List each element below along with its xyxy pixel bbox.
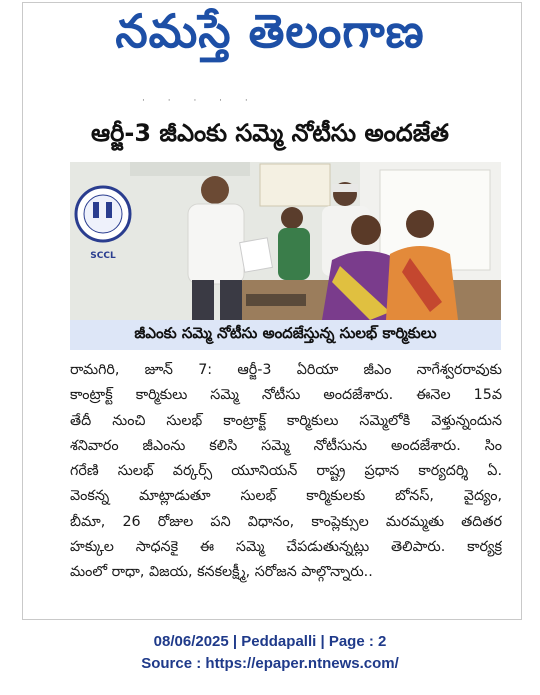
- article-line: హక్కుల సాధనకై ఈ సమ్మె చేపడుతున్నట్లు తెలిపారు. కార్యక్ర: [70, 539, 502, 556]
- article-line: కాంట్రాక్ట్ కార్మికులు సమ్మె నోటీసు అందజేశారు. ఈనెల 15వ: [70, 387, 502, 404]
- sccl-logo-text: SCCL: [90, 251, 116, 261]
- article-line: మంలో రాధా, విజయ, కనకలక్ష్మీ, సరోజన పాల్గొన్నారు..: [70, 564, 373, 581]
- article-line: బీమా, 26 రోజుల పని విధానం, కాంప్లెక్సుల మరమ్మతు తదితర: [70, 513, 502, 530]
- footer-source-line: Source : https://epaper.ntnews.com/: [141, 655, 399, 672]
- article-line: గరేణి సులభ్ వర్కర్స్ యూనియన్ రాష్ట్ర ప్రధాన కార్యదర్శి ఏ.: [70, 463, 502, 480]
- article-line: రామగిరి, జూన్ 7: ఆర్జీ-3 ఏరియా జీఎం నాగేశ్వరరావుకు: [70, 362, 502, 378]
- article-line: తేదీ నుంచి సులభ్ కాంట్రాక్ట్ కార్మికులు సమ్మెలోకి వెళ్తున్నందున: [70, 412, 502, 429]
- footer-date-line: 08/06/2025 | Peddapalli | Page : 2: [153, 633, 387, 650]
- article-headline: ఆర్జీ-3 జీఎంకు సమ్మె నోటీసు అందజేత: [91, 119, 449, 147]
- photo-caption: జీఎంకు సమ్మె నోటీసు అందజేస్తున్న సులభ్ కార్మికులు: [70, 320, 501, 350]
- photo-illustration: [70, 162, 501, 320]
- article-body: [70, 358, 502, 586]
- article-line: శనివారం జీఎంను కలిసి సమ్మె నోటీసును అందజేశారు. సిం: [70, 437, 502, 454]
- article-line: వెంకన్న మాట్లాడుతూ సులభ్ కార్మికులకు బోనస్, వైద్యం,: [70, 488, 502, 505]
- newspaper-masthead: నమస్తే తెలంగాణ: [115, 4, 425, 58]
- news-photo: [70, 162, 501, 320]
- cut-text-remnant: · · · · ·: [142, 96, 258, 104]
